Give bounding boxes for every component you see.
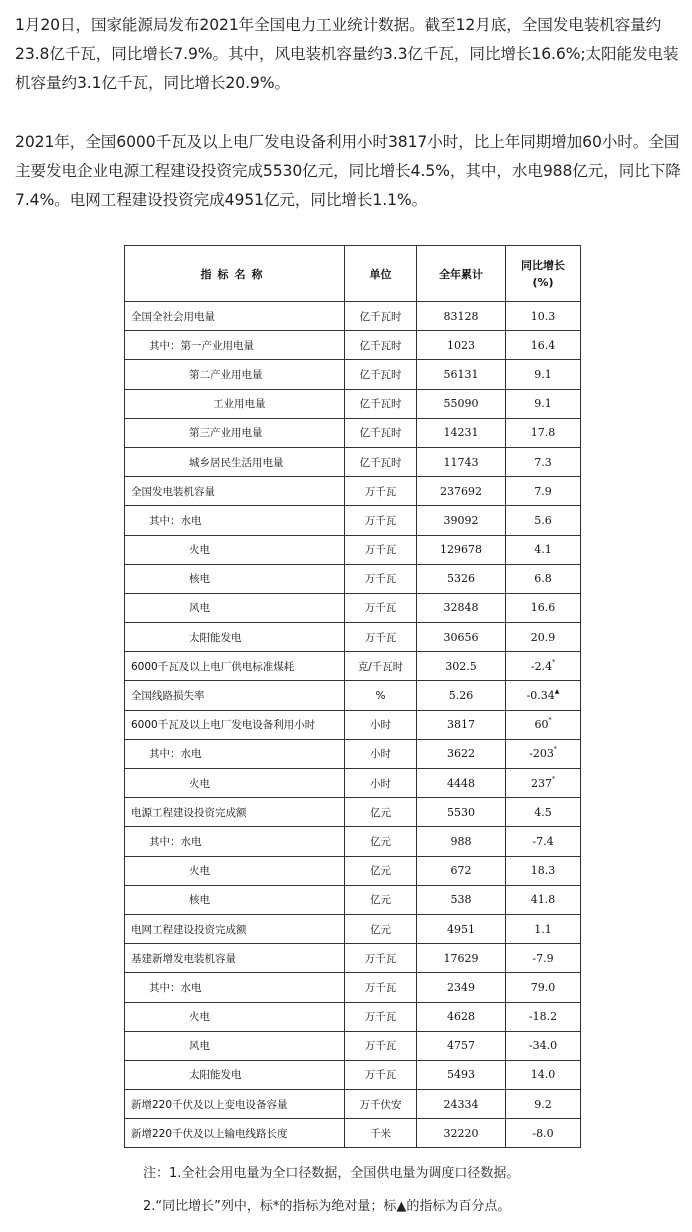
- row-yoy-growth-value: -18.2: [528, 1010, 558, 1024]
- row-unit: 亿千瓦时: [345, 360, 417, 389]
- row-annual-total: 538: [417, 885, 506, 914]
- row-yoy-growth: [506, 360, 581, 389]
- row-annual-total: 32220: [417, 1119, 506, 1148]
- row-yoy-growth: [506, 885, 581, 914]
- row-yoy-growth: [506, 331, 581, 360]
- table-row: [125, 681, 581, 710]
- row-indicator-name: 核电: [125, 564, 345, 593]
- row-unit: 万千瓦: [345, 1002, 417, 1031]
- row-indicator-name: 6000千瓦及以上电厂发电设备利用小时: [125, 710, 345, 739]
- row-unit: %: [345, 681, 417, 710]
- row-indicator-name: 工业用电量: [125, 389, 345, 418]
- table-row: [125, 623, 581, 652]
- row-yoy-growth-value: -34.0: [528, 1039, 558, 1053]
- row-unit: 亿千瓦时: [345, 331, 417, 360]
- row-indicator-name: 第二产业用电量: [125, 360, 345, 389]
- row-indicator-name: 6000千瓦及以上电厂供电标准煤耗: [125, 652, 345, 681]
- row-yoy-growth: [506, 914, 581, 943]
- row-annual-total: 5493: [417, 1060, 506, 1089]
- row-annual-total: 32848: [417, 593, 506, 622]
- header-unit: 单位: [345, 246, 417, 302]
- row-unit: 亿千瓦时: [345, 302, 417, 331]
- row-annual-total: 4757: [417, 1031, 506, 1060]
- header-annual-total: 全年累计: [417, 246, 506, 302]
- row-indicator-name: 火电: [125, 856, 345, 885]
- row-indicator-name: 第三产业用电量: [125, 418, 345, 447]
- row-yoy-growth-value: 14.0: [530, 1068, 556, 1082]
- row-indicator-name: 全国全社会用电量: [125, 302, 345, 331]
- row-yoy-growth: [506, 681, 581, 710]
- row-unit: 小时: [345, 710, 417, 739]
- row-unit: 万千瓦: [345, 593, 417, 622]
- row-yoy-growth: [506, 1060, 581, 1089]
- row-yoy-growth-value: 20.9: [530, 630, 556, 644]
- row-annual-total: 302.5: [417, 652, 506, 681]
- row-indicator-name: 新增220千伏及以上变电设备容量: [125, 1090, 345, 1119]
- table-row: [125, 477, 581, 506]
- row-indicator-name: 全国线路损失率: [125, 681, 345, 710]
- table-row: [125, 331, 581, 360]
- row-indicator-name: 风电: [125, 1031, 345, 1060]
- row-yoy-growth: [506, 593, 581, 622]
- table-row: [125, 914, 581, 943]
- row-yoy-growth-value: 1.1: [534, 922, 552, 936]
- table-row: [125, 1031, 581, 1060]
- row-unit: 克/千瓦时: [345, 652, 417, 681]
- row-unit: 千米: [345, 1119, 417, 1148]
- row-annual-total: 988: [417, 827, 506, 856]
- row-indicator-name: 电源工程建设投资完成额: [125, 798, 345, 827]
- row-annual-total: 39092: [417, 506, 506, 535]
- row-annual-total: 3817: [417, 710, 506, 739]
- row-indicator-name: 太阳能发电: [125, 1060, 345, 1089]
- row-unit: 亿元: [345, 856, 417, 885]
- row-indicator-name: 新增220千伏及以上输电线路长度: [125, 1119, 345, 1148]
- table-row: [125, 739, 581, 768]
- row-indicator-name: 核电: [125, 885, 345, 914]
- row-yoy-growth-value: 79.0: [530, 980, 556, 994]
- row-annual-total: 4951: [417, 914, 506, 943]
- row-unit: 万千瓦: [345, 506, 417, 535]
- row-yoy-growth-value: 16.6: [530, 601, 556, 615]
- table-row: [125, 652, 581, 681]
- row-unit: 亿千瓦时: [345, 389, 417, 418]
- row-unit: 小时: [345, 769, 417, 798]
- row-yoy-growth-value: 6.8: [534, 572, 552, 586]
- intro-paragraph-1: 1月20日，国家能源局发布2021年全国电力工业统计数据。截至12月底，全国发电装机容量约23.8亿千瓦，同比增长7.9%。其中，风电装机容量约3.3亿千瓦，同比增长16.6%;太阳能发电装机容量约3.1亿千瓦，同比增长20.9%。: [15, 16, 679, 92]
- intro-paragraph-2: 2021年，全国6000千瓦及以上电厂发电设备利用小时3817小时，比上年同期增加60小时。全国主要发电企业电源工程建设投资完成5530亿元，同比增长4.5%，其中，水电988亿元，同比下降7.4%。电网工程建设投资完成4951亿元，同比增长1.1%。: [15, 133, 681, 209]
- row-annual-total: 30656: [417, 623, 506, 652]
- table-row: [125, 710, 581, 739]
- row-annual-total: 56131: [417, 360, 506, 389]
- table-row: [125, 1060, 581, 1089]
- table-row: [125, 944, 581, 973]
- percentage-point-mark: ▲: [554, 688, 560, 696]
- row-yoy-growth: [506, 1031, 581, 1060]
- row-indicator-name: 火电: [125, 1002, 345, 1031]
- row-yoy-growth: [506, 769, 581, 798]
- row-yoy-growth: [506, 418, 581, 447]
- table-row: [125, 447, 581, 476]
- row-yoy-growth: [506, 447, 581, 476]
- row-unit: 万千瓦: [345, 564, 417, 593]
- absolute-value-mark: *: [548, 717, 552, 725]
- table-row: [125, 389, 581, 418]
- row-unit: 万千瓦: [345, 477, 417, 506]
- row-yoy-growth-value: -203: [529, 747, 554, 761]
- row-yoy-growth: [506, 798, 581, 827]
- table-row: [125, 360, 581, 389]
- row-yoy-growth-value: 7.9: [534, 484, 552, 498]
- row-annual-total: 5.26: [417, 681, 506, 710]
- absolute-value-mark: *: [553, 746, 557, 754]
- row-yoy-growth-value: 10.3: [530, 309, 556, 323]
- table-row: [125, 1119, 581, 1148]
- statistics-table-container: [124, 245, 580, 1148]
- row-yoy-growth: [506, 1119, 581, 1148]
- row-unit: 万千瓦: [345, 623, 417, 652]
- row-yoy-growth: [506, 389, 581, 418]
- table-row: [125, 798, 581, 827]
- table-row: [125, 973, 581, 1002]
- row-yoy-growth: [506, 856, 581, 885]
- absolute-value-mark: *: [552, 658, 556, 666]
- row-indicator-name: 其中：水电: [125, 506, 345, 535]
- row-annual-total: 1023: [417, 331, 506, 360]
- row-annual-total: 14231: [417, 418, 506, 447]
- row-yoy-growth: [506, 1090, 581, 1119]
- row-annual-total: 129678: [417, 535, 506, 564]
- row-unit: 万千瓦: [345, 1060, 417, 1089]
- row-yoy-growth-value: 9.1: [534, 397, 552, 411]
- row-indicator-name: 其中：水电: [125, 739, 345, 768]
- row-unit: 万千瓦: [345, 535, 417, 564]
- table-row: [125, 1090, 581, 1119]
- row-yoy-growth-value: 16.4: [530, 338, 556, 352]
- footnote-2: 2.“同比增长”列中，标*的指标为绝对量；标▲的指标为百分点。: [143, 1199, 511, 1214]
- row-yoy-growth-value: 17.8: [530, 426, 556, 440]
- table-row: [125, 769, 581, 798]
- row-annual-total: 11743: [417, 447, 506, 476]
- row-annual-total: 672: [417, 856, 506, 885]
- row-annual-total: 3622: [417, 739, 506, 768]
- row-yoy-growth-value: -0.34: [526, 689, 555, 703]
- row-annual-total: 17629: [417, 944, 506, 973]
- row-annual-total: 4448: [417, 769, 506, 798]
- row-yoy-growth-value: 7.3: [534, 455, 552, 469]
- row-unit: 万千伏安: [345, 1090, 417, 1119]
- row-yoy-growth-value: -7.4: [532, 834, 554, 848]
- table-row: [125, 535, 581, 564]
- row-indicator-name: 其中：水电: [125, 973, 345, 1002]
- row-yoy-growth: [506, 827, 581, 856]
- row-yoy-growth: [506, 535, 581, 564]
- row-annual-total: 24334: [417, 1090, 506, 1119]
- row-annual-total: 83128: [417, 302, 506, 331]
- header-yoy-growth-unit: (%): [532, 275, 554, 289]
- table-row: [125, 302, 581, 331]
- row-annual-total: 5530: [417, 798, 506, 827]
- row-yoy-growth: [506, 302, 581, 331]
- row-yoy-growth-value: -8.0: [532, 1126, 554, 1140]
- row-yoy-growth: [506, 652, 581, 681]
- row-yoy-growth-value: -7.9: [532, 951, 554, 965]
- statistics-table: [124, 245, 581, 1148]
- row-indicator-name: 火电: [125, 769, 345, 798]
- row-yoy-growth-value: 41.8: [530, 893, 556, 907]
- row-yoy-growth: [506, 623, 581, 652]
- row-indicator-name: 电网工程建设投资完成额: [125, 914, 345, 943]
- row-annual-total: 4628: [417, 1002, 506, 1031]
- table-header-row: [125, 246, 581, 302]
- row-yoy-growth: [506, 739, 581, 768]
- row-yoy-growth: [506, 1002, 581, 1031]
- row-unit: 亿元: [345, 798, 417, 827]
- row-yoy-growth: [506, 710, 581, 739]
- row-unit: 亿元: [345, 885, 417, 914]
- row-unit: 万千瓦: [345, 944, 417, 973]
- header-yoy-growth: [506, 246, 581, 302]
- table-row: [125, 506, 581, 535]
- row-indicator-name: 基建新增发电装机容量: [125, 944, 345, 973]
- row-yoy-growth-value: 9.1: [534, 367, 552, 381]
- table-row: [125, 1002, 581, 1031]
- row-indicator-name: 城乡居民生活用电量: [125, 447, 345, 476]
- row-yoy-growth-value: 4.5: [534, 805, 552, 819]
- row-unit: 亿千瓦时: [345, 447, 417, 476]
- header-indicator-name: 指标名称: [125, 246, 345, 302]
- row-unit: 亿元: [345, 827, 417, 856]
- row-yoy-growth-value: -2.4: [530, 659, 553, 673]
- row-indicator-name: 其中：水电: [125, 827, 345, 856]
- row-yoy-growth: [506, 944, 581, 973]
- row-unit: 万千瓦: [345, 1031, 417, 1060]
- header-yoy-growth-label: 同比增长: [521, 258, 565, 272]
- row-unit: 万千瓦: [345, 973, 417, 1002]
- table-row: [125, 418, 581, 447]
- row-annual-total: 237692: [417, 477, 506, 506]
- table-body: [125, 302, 581, 1148]
- table-row: [125, 856, 581, 885]
- row-yoy-growth: [506, 564, 581, 593]
- row-yoy-growth: [506, 477, 581, 506]
- row-indicator-name: 全国发电装机容量: [125, 477, 345, 506]
- row-yoy-growth-value: 9.2: [534, 1097, 552, 1111]
- footnote-1: 注：1.全社会用电量为全口径数据，全国供电量为调度口径数据。: [143, 1166, 520, 1181]
- table-row: [125, 593, 581, 622]
- table-row: [125, 827, 581, 856]
- row-yoy-growth: [506, 506, 581, 535]
- row-unit: 小时: [345, 739, 417, 768]
- absolute-value-mark: *: [552, 775, 555, 783]
- row-unit: 亿千瓦时: [345, 418, 417, 447]
- row-yoy-growth-value: 237: [531, 776, 552, 790]
- row-yoy-growth-value: 18.3: [530, 864, 556, 878]
- row-annual-total: 5326: [417, 564, 506, 593]
- row-annual-total: 55090: [417, 389, 506, 418]
- table-row: [125, 885, 581, 914]
- row-unit: 亿元: [345, 914, 417, 943]
- row-annual-total: 2349: [417, 973, 506, 1002]
- row-indicator-name: 火电: [125, 535, 345, 564]
- row-yoy-growth-value: 5.6: [534, 513, 552, 527]
- row-yoy-growth-value: 60: [534, 718, 549, 732]
- row-indicator-name: 太阳能发电: [125, 623, 345, 652]
- row-indicator-name: 其中：第一产业用电量: [125, 331, 345, 360]
- table-row: [125, 564, 581, 593]
- row-yoy-growth-value: 4.1: [534, 543, 552, 557]
- row-indicator-name: 风电: [125, 593, 345, 622]
- row-yoy-growth: [506, 973, 581, 1002]
